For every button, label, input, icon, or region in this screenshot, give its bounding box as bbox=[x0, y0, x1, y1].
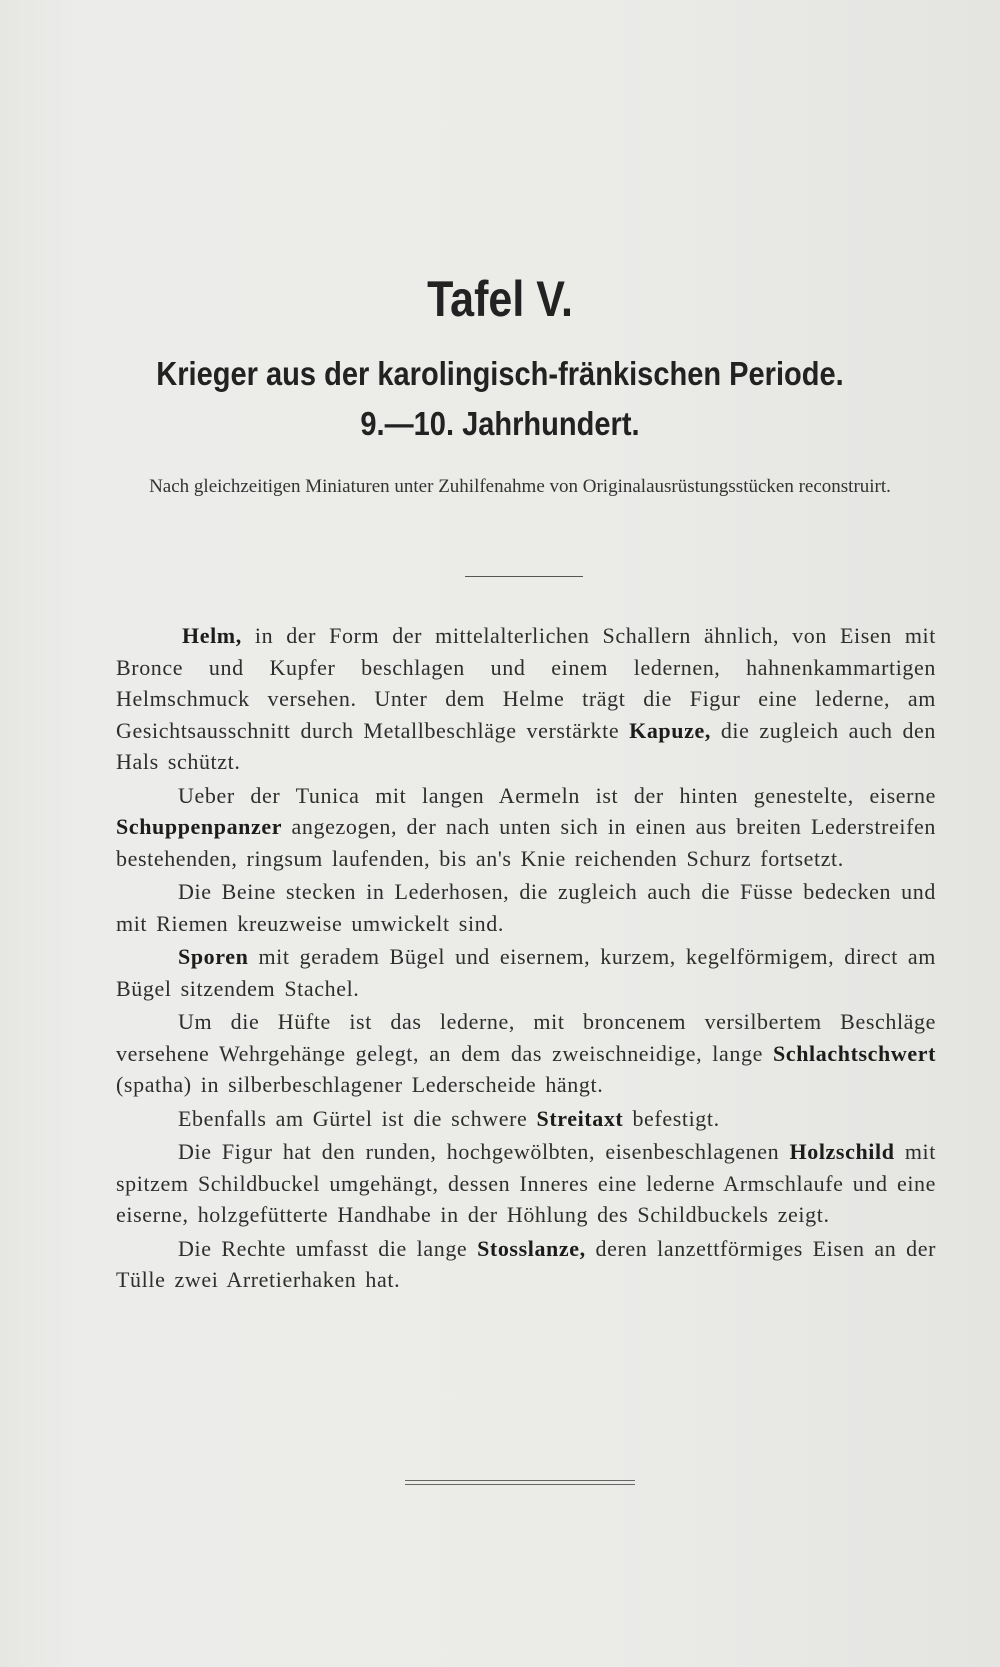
paragraph-text: Ebenfalls am Gürtel ist die schwere bbox=[178, 1105, 537, 1131]
page-title: Krieger aus der karolingisch-fränkischen Periode. bbox=[156, 355, 844, 392]
term-stosslanze: Stosslanze, bbox=[477, 1235, 586, 1261]
term-schlachtschwert: Schlachtschwert bbox=[773, 1040, 936, 1066]
paragraph-text: mit spitzem Schildbuckel umgehängt, dessen Inneres eine lederne Armschlaufe und eine eiserne, holzgefütterte Handhabe in der Höhlung des Schildbuckels zeigt. bbox=[116, 1139, 936, 1227]
paragraph-text: die zugleich auch den Hals schützt. bbox=[116, 717, 937, 774]
paragraph-sporen bbox=[116, 941, 936, 1004]
paragraph-text: in der Form der mittelalterlichen Schallern ähnlich, von Eisen mit Bronce und Kupfer beschlagen und einem ledernen, hahnenkammartigen Helmschmuck versehen. Unter dem Helme trägt die Figur eine lederne, am Gesichtsausschnitt durch Metallbeschläge verstärkte bbox=[116, 623, 936, 743]
term-holzschild: Holzschild bbox=[789, 1139, 895, 1164]
closing-double-rule bbox=[405, 1480, 635, 1485]
page-period: 9.—10. Jahrhundert. bbox=[360, 405, 640, 442]
paragraph-lanze bbox=[116, 1233, 936, 1296]
paragraph-text: befestigt. bbox=[623, 1105, 720, 1131]
paragraph-text: Die Figur hat den runden, hochgewölbten, eisenbeschlagenen bbox=[178, 1139, 790, 1164]
term-kapuze: Kapuze, bbox=[629, 717, 711, 743]
paragraph-text: mit geradem Bügel und eisernem, kurzem, kegelförmigem, direct am Bügel sitzendem Stachel. bbox=[116, 944, 936, 1001]
paragraph-text: (spatha) in silberbeschlagener Lederscheide hängt. bbox=[116, 1072, 604, 1097]
term-schuppenpanzer: Schuppenpanzer bbox=[116, 814, 283, 839]
paragraph-beine bbox=[116, 876, 936, 939]
paragraph-text: Die Beine stecken in Lederhosen, die zugleich auch die Füsse bedecken und mit Riemen kreuzweise umwickelt sind. bbox=[116, 879, 936, 936]
paragraph-text: Die Rechte umfasst die lange bbox=[178, 1235, 478, 1261]
paragraph-schild bbox=[116, 1136, 936, 1231]
paragraph-helm bbox=[116, 620, 936, 778]
term-helm: Helm, bbox=[182, 623, 242, 648]
paragraph-text: Um die Hüfte ist das lederne, mit broncenem versilbertem Beschläge versehene Wehrgehänge gelegt, an dem das zweischneidige, lange bbox=[116, 1009, 936, 1066]
section-divider bbox=[465, 576, 583, 577]
paragraph-streitaxt bbox=[116, 1103, 936, 1135]
paragraph-panzer bbox=[116, 780, 936, 875]
description-body bbox=[116, 620, 936, 1298]
term-sporen: Sporen bbox=[178, 944, 249, 969]
paragraph-text: angezogen, der nach unten sich in einen aus breiten Lederstreifen bestehenden, ringsum laufenden, bis an's Knie reichenden Schurz fortsetzt. bbox=[116, 814, 936, 871]
paragraph-text: Ueber der Tunica mit langen Aermeln ist der hinten genestelte, eiserne bbox=[178, 782, 936, 808]
paragraph-text: deren lanzettförmiges Eisen an der Tülle zwei Arretierhaken hat. bbox=[116, 1235, 937, 1292]
paragraph-schwert bbox=[116, 1006, 936, 1101]
term-streitaxt: Streitaxt bbox=[536, 1105, 624, 1131]
plate-number: Tafel V. bbox=[427, 271, 573, 327]
page-subtitle: Nach gleichzeitigen Miniaturen unter Zuhilfenahme von Originalausrüstungsstücken reconstruirt. bbox=[149, 476, 891, 497]
